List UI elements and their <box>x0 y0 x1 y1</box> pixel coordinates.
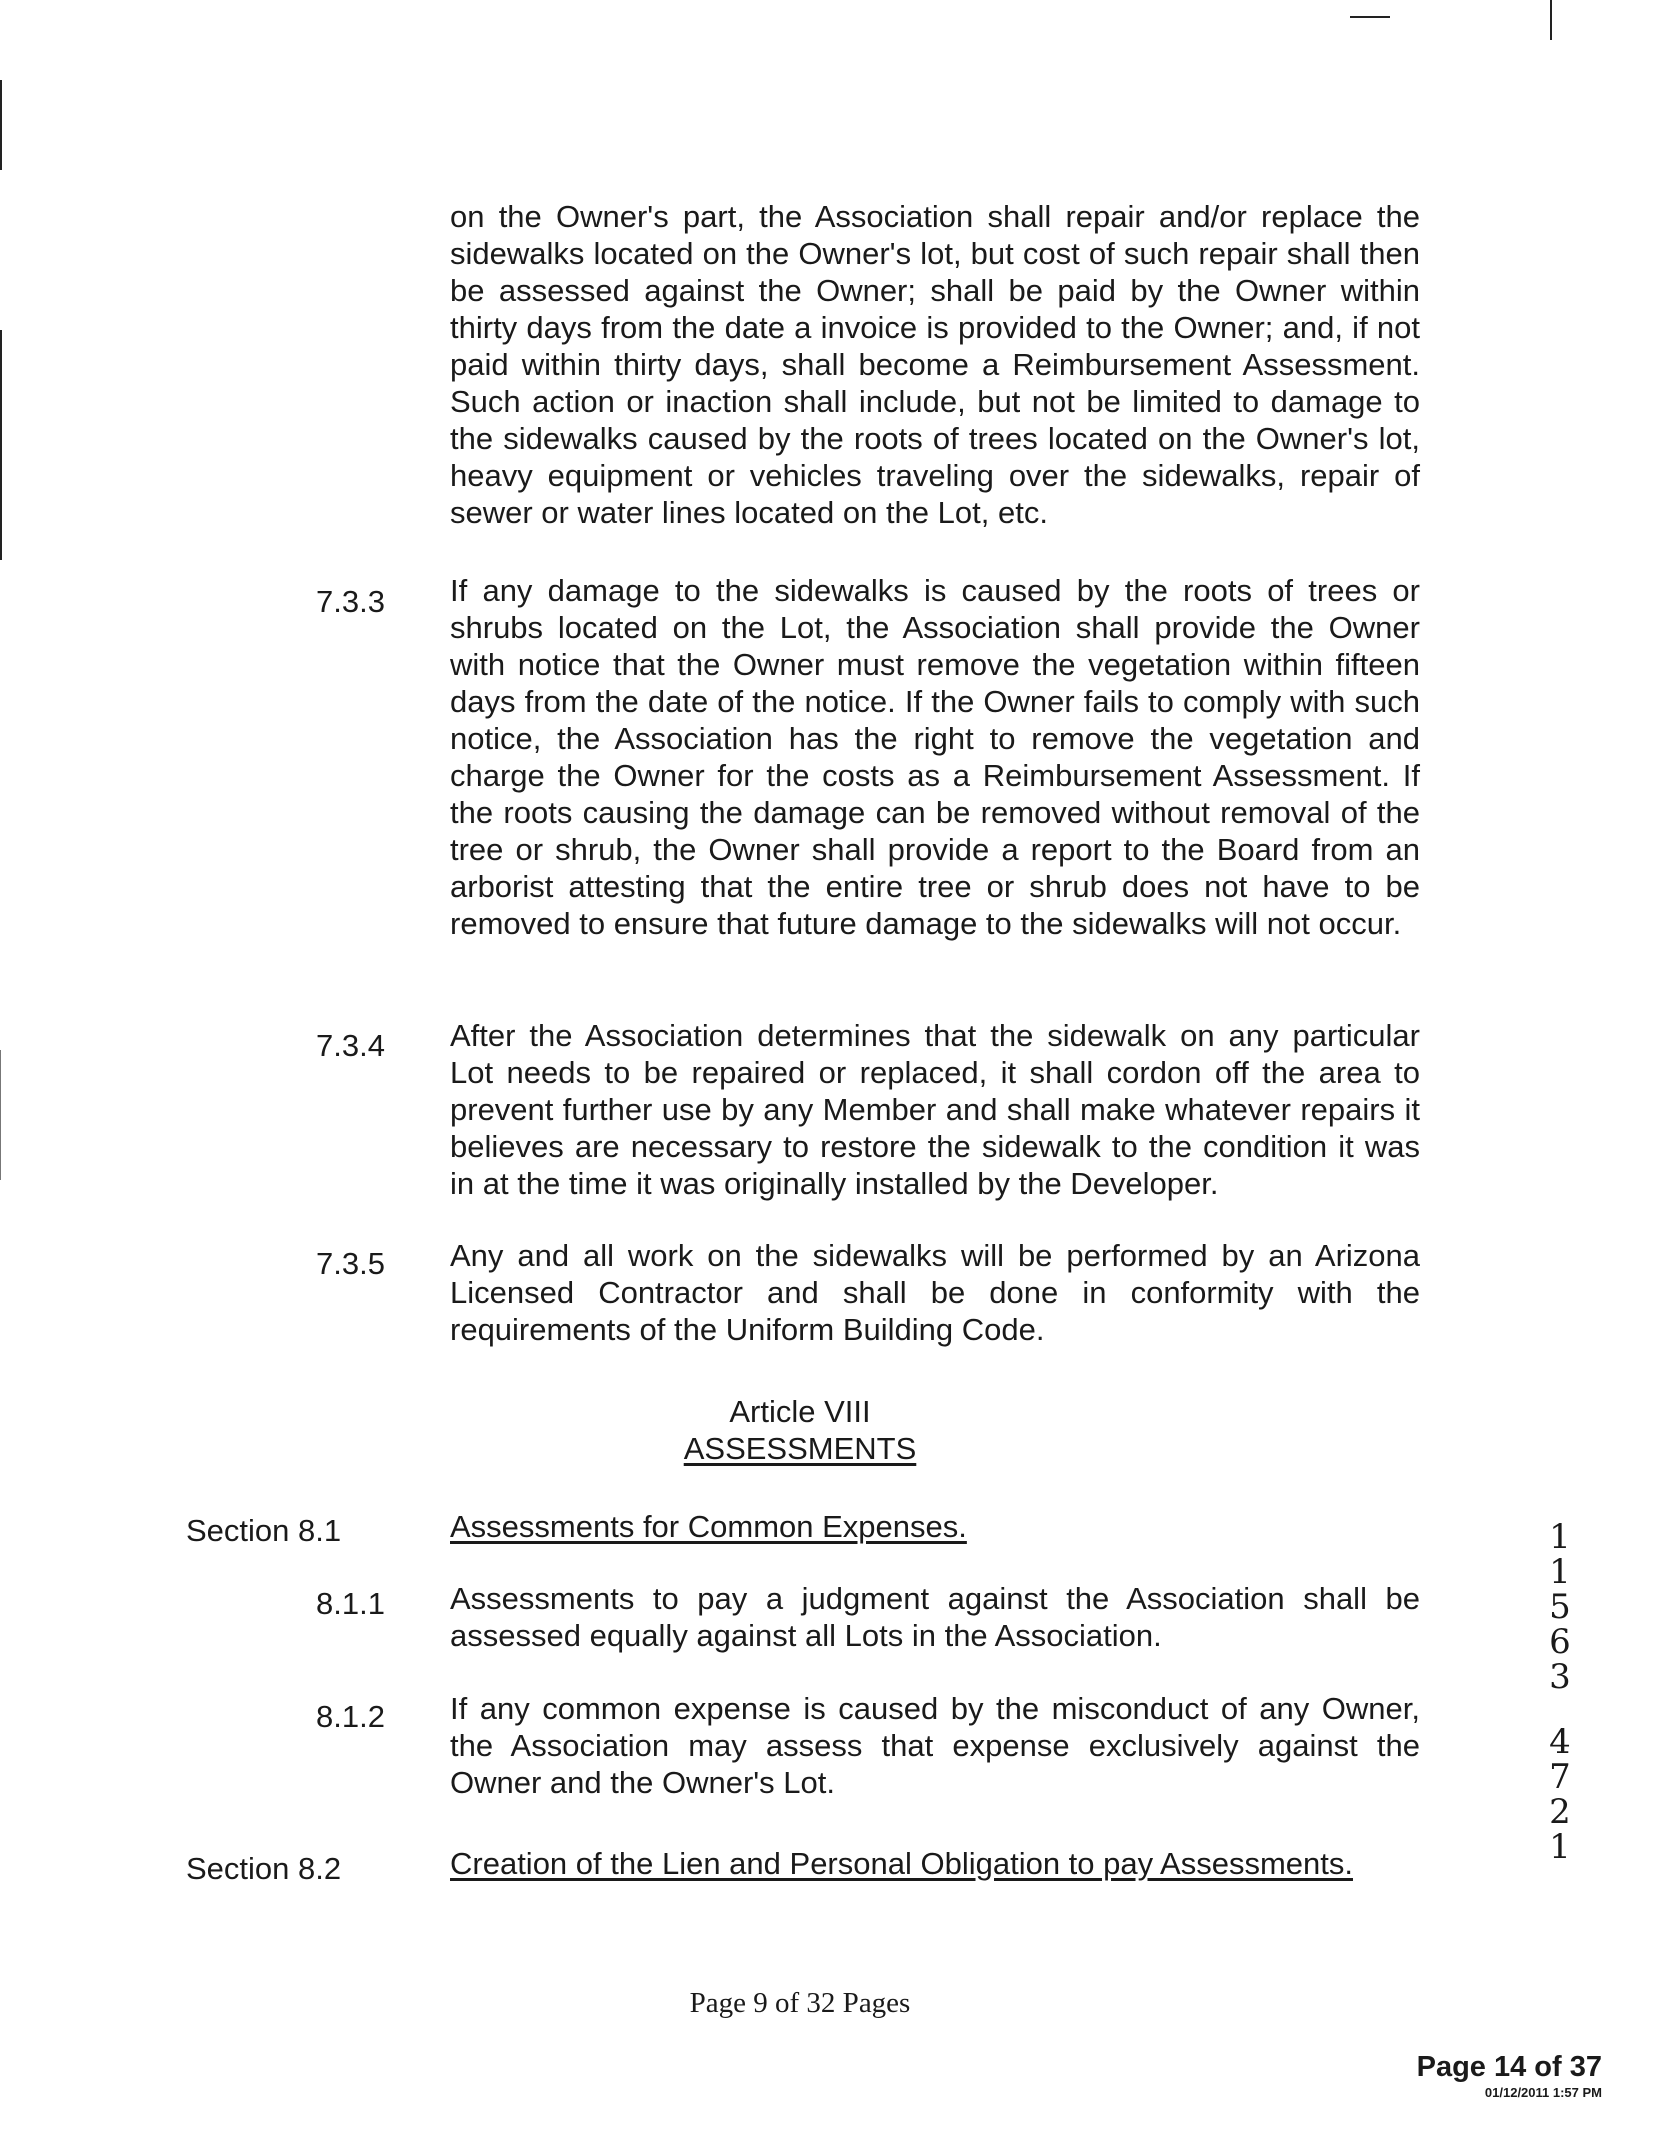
continuation-paragraph: on the Owner's part, the Association shall repair and/or replace the sidewalks located on the Owner's lot, but cost of such repair shall then be assessed against the Owner; shall be paid by the Owner within thirty days from the date a invoice is provided to the Owner; and, if not paid within thirty days, shall become a Reimbursement Assessment. Such action or inaction shall include, but not be limited to damage to the sidewalks caused by the roots of trees located on the Owner's lot, heavy equipment or vehicles traveling over the sidewalks, repair of sewer or water lines located on the Lot, etc. <box>450 199 1420 530</box>
subclause-text: If any common expense is caused by the misconduct of any Owner, the Association may assess that expense exclusively against the Owner and the Owner's Lot. <box>450 1691 1420 1800</box>
subclause-number: 8.1.2 <box>316 1699 385 1734</box>
article-title: ASSESSMENTS <box>683 1431 917 1466</box>
stamp-digit: 4 <box>1549 1722 1571 1762</box>
article-label: Article VIII <box>729 1394 871 1429</box>
clause-text: Any and all work on the sidewalks will be performed by an Arizona Licensed Contractor and shall be done in conformity with the requirements of the Uniform Building Code. <box>450 1238 1420 1347</box>
scan-edge-mark <box>0 1050 1 1180</box>
section-title: Creation of the Lien and Personal Obligation to pay Assessments. <box>450 1846 1353 1881</box>
section-label: Section 8.2 <box>186 1851 342 1886</box>
article-heading <box>450 1393 1150 1467</box>
scan-edge-mark <box>1550 0 1552 40</box>
scan-edge-mark <box>0 80 2 170</box>
recorder-footer <box>1417 2050 1602 2102</box>
recorder-timestamp: 01/12/2011 1:57 PM <box>1484 2085 1602 2100</box>
stamp-digit: 6 <box>1549 1622 1571 1662</box>
stamp-digit: 5 <box>1549 1587 1571 1627</box>
clause-number: 7.3.3 <box>316 584 385 619</box>
clause-number: 7.3.5 <box>316 1246 385 1281</box>
stamp-digit: 1 <box>1549 1827 1571 1867</box>
section-title: Assessments for Common Expenses. <box>450 1509 967 1544</box>
subclause-number: 8.1.1 <box>316 1586 385 1621</box>
page-number-footer: Page 9 of 32 Pages <box>689 1987 911 2019</box>
scan-edge-mark <box>0 330 2 560</box>
clause-number: 7.3.4 <box>316 1028 385 1063</box>
section-label: Section 8.1 <box>186 1513 342 1548</box>
recording-number-stamp <box>1540 1517 1580 1867</box>
scan-dash-mark <box>1350 16 1390 18</box>
stamp-digit: 1 <box>1549 1517 1571 1557</box>
stamp-digit: 1 <box>1549 1552 1571 1592</box>
clause-text: After the Association determines that the sidewalk on any particular Lot needs to be repaired or replaced, it shall cordon off the area to prevent further use by any Member and shall make whatever repairs it believes are necessary to restore the sidewalk to the condition it was in at the time it was originally installed by the Developer. <box>450 1018 1420 1201</box>
stamp-digit: 3 <box>1549 1657 1571 1697</box>
subclause-text: Assessments to pay a judgment against the Association shall be assessed equally against all Lots in the Association. <box>450 1581 1420 1653</box>
stamp-digit: 2 <box>1549 1792 1571 1832</box>
clause-text: If any damage to the sidewalks is caused by the roots of trees or shrubs located on the Lot, the Association shall provide the Owner with notice that the Owner must remove the vegetation within fifteen days from the date of the notice. If the Owner fails to comply with such notice, the Association has the right to remove the vegetation and charge the Owner for the costs as a Reimbursement Assessment. If the roots causing the damage can be removed without removal of the tree or shrub, the Owner shall provide a report to the Board from an arborist attesting that the entire tree or shrub does not have to be removed to ensure that future damage to the sidewalks will not occur. <box>450 573 1420 941</box>
stamp-digit: 7 <box>1549 1757 1571 1797</box>
recorder-page-number: Page 14 of 37 <box>1416 2051 1602 2083</box>
